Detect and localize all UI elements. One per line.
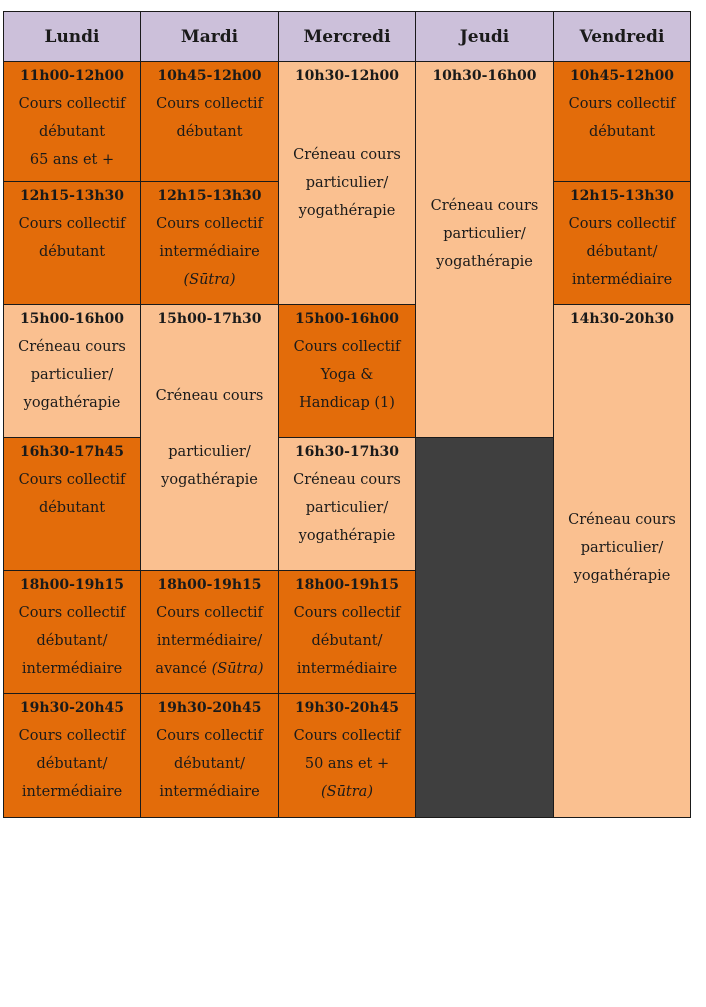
slot-text: débutant <box>588 124 656 140</box>
slot-text: Cours collectif <box>568 216 676 232</box>
slot-text: Cours collectif <box>293 728 401 744</box>
header-mardi: Mardi <box>140 11 279 62</box>
slot-text: particulier/ <box>305 175 389 191</box>
slot-text: yogathérapie <box>436 253 533 270</box>
slot-text: débutant <box>38 500 106 516</box>
slot-text: avancé <box>155 661 212 677</box>
slot-text: débutant/ <box>173 756 245 772</box>
slot-text: (Sūtra) <box>211 661 264 677</box>
slot-vendredi-1 <box>553 61 691 182</box>
slot-text: 65 ans et + <box>29 152 115 168</box>
slot-text: Cours collectif <box>156 728 263 744</box>
slot-text: Créneau cours <box>18 339 126 355</box>
slot-text: Cours collectif <box>156 216 263 232</box>
slot-text: Cours collectif <box>18 605 126 621</box>
slot-text: Cours collectif <box>18 728 126 744</box>
header-lundi: Lundi <box>3 11 141 62</box>
slot-text: intermédiaire <box>159 784 260 800</box>
slot-time: 10h30-12h00 <box>294 68 400 84</box>
slot-text-group <box>155 655 263 683</box>
slot-text: débutant <box>38 244 106 260</box>
slot-lundi-5 <box>3 570 141 694</box>
slot-time: 15h00-17h30 <box>157 311 262 327</box>
slot-lundi-6 <box>3 693 141 818</box>
slot-text: Créneau cours <box>293 472 401 488</box>
slot-time: 15h00-16h00 <box>294 311 400 327</box>
slot-text: Cours collectif <box>568 96 676 112</box>
slot-mardi-2 <box>140 181 279 305</box>
slot-text: Cours collectif <box>293 339 401 355</box>
slot-text: 50 ans et + <box>304 756 390 772</box>
slot-lundi-4 <box>3 437 141 571</box>
slot-text: débutant/ <box>36 756 108 772</box>
slot-text: particulier/ <box>168 443 251 460</box>
slot-time: 12h15-13h30 <box>157 188 262 204</box>
slot-vendredi-3 <box>553 304 691 818</box>
slot-text: intermédiaire <box>571 272 673 288</box>
slot-mercredi-4 <box>278 570 416 694</box>
slot-time: 18h00-19h15 <box>157 577 262 593</box>
slot-jeudi-1 <box>415 61 554 438</box>
slot-mercredi-5 <box>278 693 416 818</box>
slot-text: particulier/ <box>30 367 114 383</box>
slot-text: particulier/ <box>580 540 664 556</box>
slot-time: 16h30-17h30 <box>294 444 400 460</box>
slot-text: Cours collectif <box>156 96 263 112</box>
header-vendredi: Vendredi <box>553 11 691 62</box>
slot-text: débutant <box>176 124 243 140</box>
slot-text: Créneau cours <box>293 147 401 163</box>
slot-text: particulier/ <box>305 500 389 516</box>
slot-time: 18h00-19h15 <box>294 577 400 593</box>
slot-mercredi-2 <box>278 304 416 438</box>
slot-time: 18h00-19h15 <box>19 577 125 593</box>
slot-mardi-1 <box>140 61 279 182</box>
slot-text: Yoga & <box>320 367 374 383</box>
slot-text: Cours collectif <box>156 605 263 621</box>
slot-vendredi-2 <box>553 181 691 305</box>
slot-text: yogathérapie <box>23 395 121 411</box>
slot-text: débutant/ <box>36 633 108 649</box>
slot-text: yogathérapie <box>298 203 396 219</box>
header-mercredi: Mercredi <box>278 11 416 62</box>
slot-lundi-3 <box>3 304 141 438</box>
slot-text: (Sūtra) <box>321 784 373 800</box>
slot-mardi-5 <box>140 693 279 818</box>
slot-time: 10h45-12h00 <box>157 68 262 84</box>
header-jeudi: Jeudi <box>415 11 554 62</box>
slot-text: Cours collectif <box>18 96 126 112</box>
closed-block-jeudi <box>415 437 554 818</box>
slot-text: débutant <box>38 124 106 140</box>
slot-time: 12h15-13h30 <box>19 188 125 204</box>
slot-text: Créneau cours <box>430 197 539 214</box>
slot-text: yogathérapie <box>161 471 258 488</box>
slot-text: Cours collectif <box>18 472 126 488</box>
schedule-table <box>3 11 691 818</box>
slot-text: intermédiaire/ <box>156 633 263 649</box>
slot-text: intermédiaire <box>296 661 398 677</box>
slot-mardi-3 <box>140 304 279 571</box>
slot-lundi-2 <box>3 181 141 305</box>
slot-text: débutant/ <box>586 244 658 260</box>
slot-text: Cours collectif <box>18 216 126 232</box>
slot-text: Cours collectif <box>293 605 401 621</box>
slot-text: yogathérapie <box>573 568 671 584</box>
slot-text: (Sūtra) <box>183 272 236 288</box>
slot-lundi-1 <box>3 61 141 182</box>
slot-text: particulier/ <box>443 225 526 242</box>
slot-time: 15h00-16h00 <box>19 311 125 327</box>
slot-text: débutant/ <box>311 633 383 649</box>
slot-text: Créneau cours <box>155 387 264 404</box>
slot-time: 19h30-20h45 <box>294 700 400 716</box>
slot-time: 12h15-13h30 <box>569 188 675 204</box>
slot-mardi-4 <box>140 570 279 694</box>
slot-time: 16h30-17h45 <box>19 444 125 460</box>
slot-text: intermédiaire <box>21 661 123 677</box>
slot-text: Handicap (1) <box>299 395 395 411</box>
slot-text: intermédiaire <box>21 784 123 800</box>
slot-text: yogathérapie <box>298 528 396 544</box>
slot-text: intermédiaire <box>159 244 260 260</box>
slot-mercredi-1 <box>278 61 416 305</box>
slot-mercredi-3 <box>278 437 416 571</box>
slot-time: 19h30-20h45 <box>157 700 262 716</box>
slot-time: 10h45-12h00 <box>569 68 675 84</box>
slot-time: 10h30-16h00 <box>432 68 537 84</box>
slot-time: 11h00-12h00 <box>19 68 125 84</box>
slot-time: 14h30-20h30 <box>569 311 675 327</box>
slot-text: Créneau cours <box>568 512 676 528</box>
slot-time: 19h30-20h45 <box>19 700 125 716</box>
